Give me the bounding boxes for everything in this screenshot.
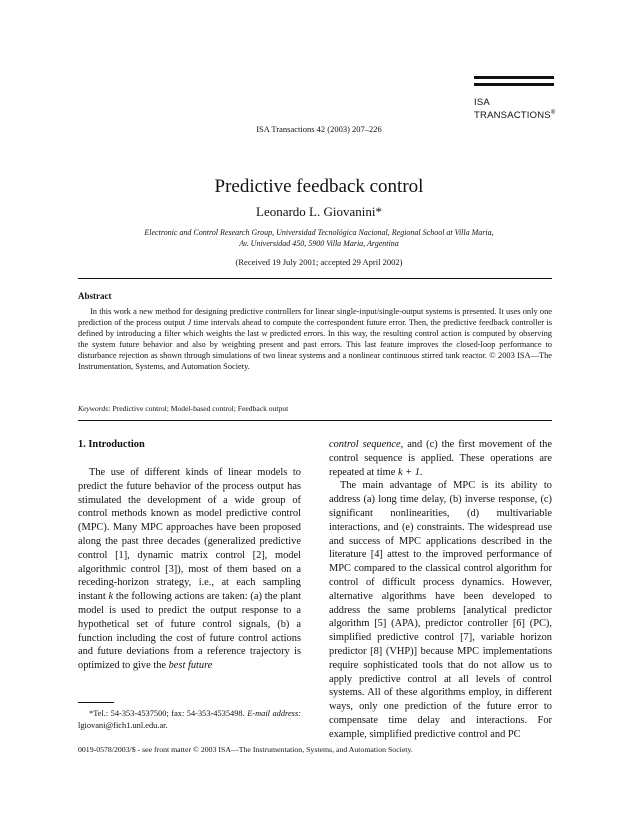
intro-right-a: , and (c) the first movement of the control sequence is applied. These operations are repeated at time xyxy=(329,439,552,478)
abstract-heading: Abstract xyxy=(78,291,112,301)
intro-left-b: the following actions are taken: (a) the plant model is used to predict the output response to a hypothetical set of future control signals, (b) a function including the cost of future control actions and future deviations from a reference trajectory is optimized to give the xyxy=(78,591,301,672)
footnote-contact: Tel.: 54-353-4537500; fax: 54-353-4535498. xyxy=(93,709,248,718)
logo-line2: TRANSACTIONS xyxy=(474,110,551,122)
abstract-var-w: w xyxy=(261,329,268,339)
bottom-rule xyxy=(78,420,552,421)
left-column xyxy=(78,466,301,673)
intro-paragraph-2: The main advantage of MPC is its ability to address (a) long time delay, (b) inverse response, (c) significant nonlinearities, (d) multivariable interactions, and (e) constraints. The widespread use and success of MPC applications described in the literature [4] attest to the improved performance of MPC compared to the classical control algorithm for control of difficult process dynamics. However, alternative algorithms have been developed to address the same problems [analytical predictor algorithm [5] (APA), predictor controller [6] (PC), simplified predictive control [7], variable horizon predictor [8] (VHP)] because MPC implementations require sophisticated tools that do not allow us to apply predictive control at all levels of control systems. All of these algorithms employ, in different ways, only one prediction of the future error to compensate time delay and interactions. For example, simplified predictive control and PC xyxy=(329,480,552,740)
abstract-part-b: time intervals ahead to compute the correspondent future error. Then, the predictive feedback controller is defined by introducing a filter which weights the last xyxy=(78,318,552,339)
logo-bar-2 xyxy=(474,83,554,86)
intro-paragraph-1-cont xyxy=(329,438,552,479)
intro-paragraph-1 xyxy=(78,466,301,673)
isa-logo xyxy=(474,97,555,121)
keywords-label: Keywords: xyxy=(78,404,111,413)
abstract-text xyxy=(78,306,552,373)
keywords-text: Predictive control; Model-based control; Feedback output xyxy=(112,404,289,413)
footnote-mark: * xyxy=(89,709,94,718)
author-footnote-mark: * xyxy=(375,204,382,219)
intro-var-k: k xyxy=(108,591,114,603)
intro-right-time: k + 1. xyxy=(397,466,423,478)
footnote-rule xyxy=(78,702,114,703)
footnote-email-label: E-mail address: xyxy=(247,709,301,718)
logo-bar-1 xyxy=(474,76,554,79)
journal-reference: ISA Transactions 42 (2003) 207–226 xyxy=(256,124,382,134)
intro-left-a: The use of different kinds of linear models to predict the future behavior of the process output has stimulated the development of a wide group of control methods known as model predictive control (MPC). Many MPC approaches have been proposed along the past three decades (generalized predictive control [1], dynamic matrix control [2], model algorithmic control [3]), most of them based on a receding-horizon strategy, i.e., at each sampling instant xyxy=(78,467,301,603)
author-line xyxy=(0,204,638,220)
top-rule xyxy=(78,278,552,279)
abstract-part-c: predicted errors. In this way, the resulting control action is computed by observing the system future behavior and also by weighting present and past errors. This last feature improves the closed-loop performance to disturbance rejection as shown through simulations of two linear systems and a nonlinear continuous stirred tank reactor. © 2003 ISA—The Instrumentation, Systems, and Automation Society. xyxy=(78,329,552,372)
footnote xyxy=(78,708,301,731)
section-heading: 1. Introduction xyxy=(78,439,145,450)
abstract-var-j: J xyxy=(187,318,192,328)
affiliation-line2: Av. Universidad 450, 5900 Villa Maria, Argentina xyxy=(239,239,399,248)
paper-title: Predictive feedback control xyxy=(214,176,424,197)
intro-right-italic: control sequence xyxy=(329,439,401,450)
intro-left-italic: best future xyxy=(168,660,213,672)
abstract-part-a: In this work a new method for designing predictive controllers for linear single-input/single-output systems is presented. It uses only one prediction of the process output xyxy=(78,307,552,328)
right-column xyxy=(329,438,552,742)
author-name: Leonardo L. Giovanini xyxy=(256,204,376,219)
affiliation-line1: Electronic and Control Research Group, Universidad Tecnológica Nacional, Regional School at Villa Maria, xyxy=(144,228,494,237)
footnote-email: lgiovani@fich1.unl.edu.ar. xyxy=(78,720,168,730)
affiliation xyxy=(80,227,558,249)
copyright-line: 0019-0578/2003/$ - see front matter © 2003 ISA—The Instrumentation, Systems, and Automation Society. xyxy=(78,745,413,754)
logo-line1: ISA xyxy=(474,97,490,108)
registered-mark: ® xyxy=(550,110,556,116)
received-dates: (Received 19 July 2001; accepted 29 April 2002) xyxy=(235,257,403,267)
keywords xyxy=(78,404,552,413)
